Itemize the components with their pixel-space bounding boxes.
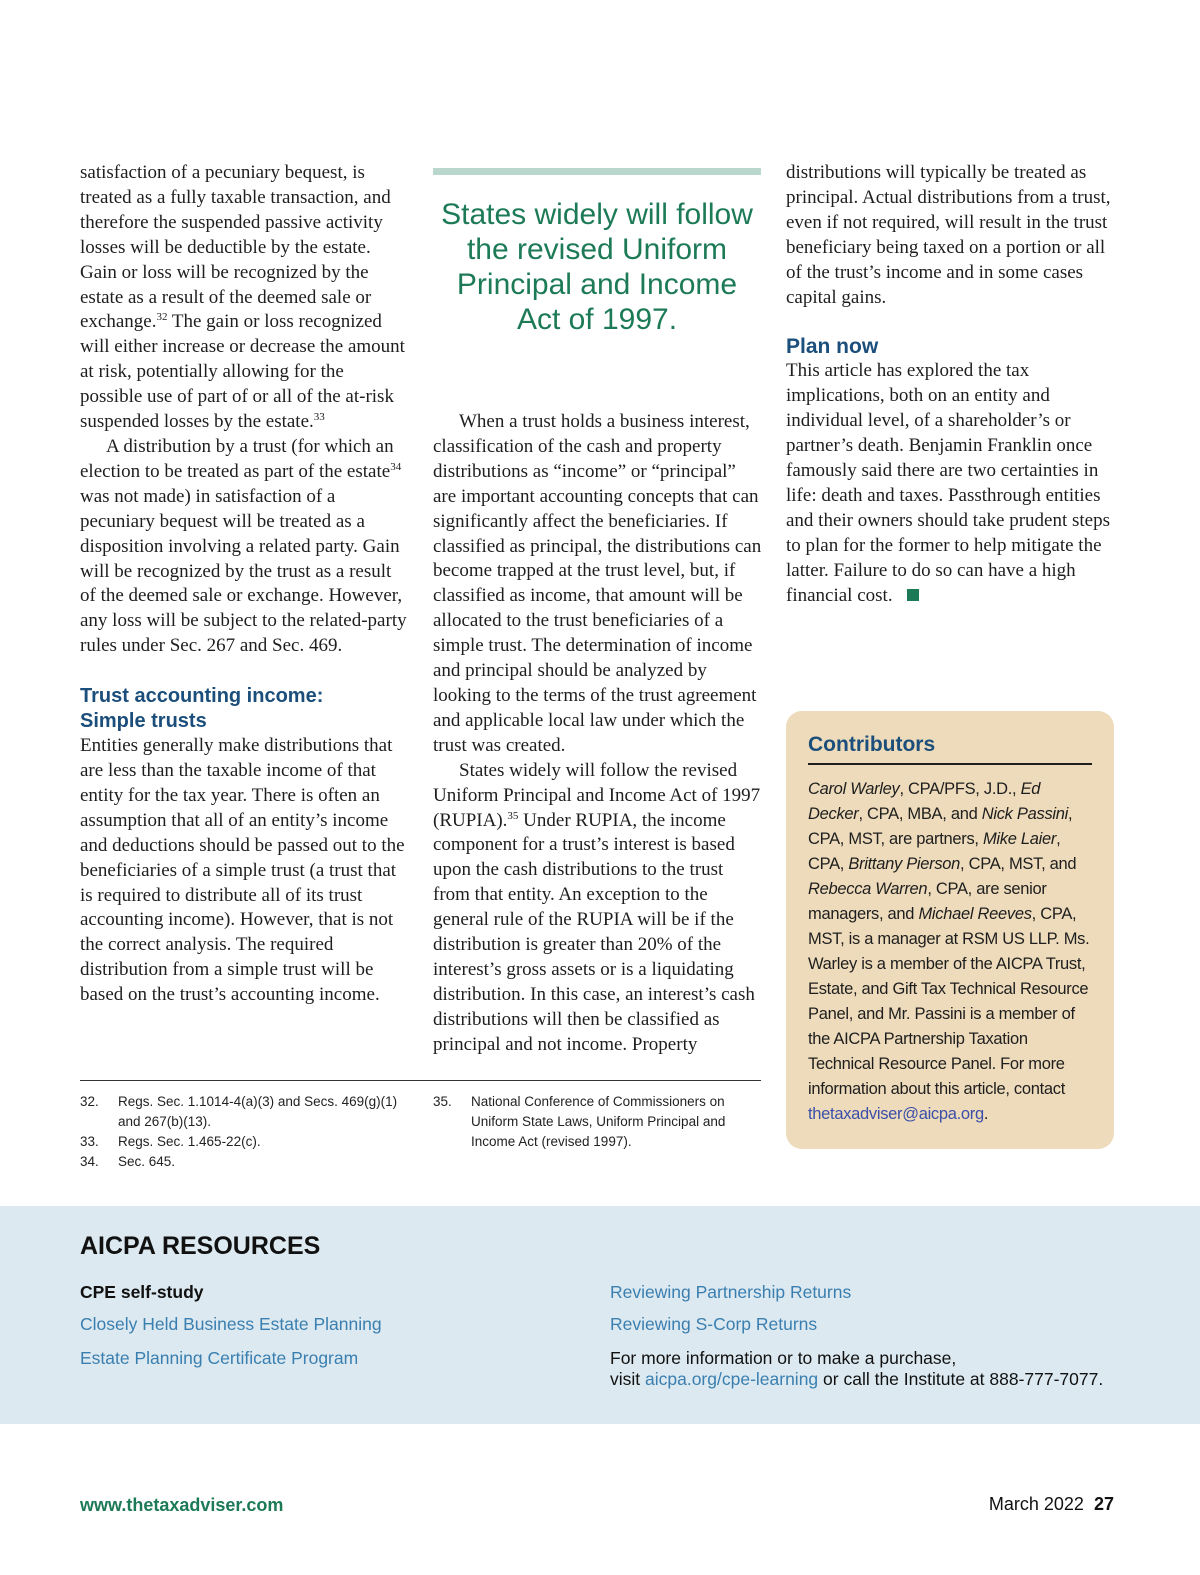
- footnote-32: 32. Regs. Sec. 1.1014-4(a)(3) and Secs. 469(g)(1) and 267(b)(13).: [80, 1094, 398, 1129]
- resources-title: AICPA RESOURCES: [80, 1232, 321, 1260]
- link-closely-held-business[interactable]: Closely Held Business Estate Planning: [80, 1314, 382, 1334]
- footnotes-left: [80, 1092, 410, 1172]
- footnote-ref-32[interactable]: 32: [156, 311, 168, 324]
- col2-paragraph-1: When a trust holds a business interest, classification of the cash and property distributions as “income” or “principal” are important accounting concepts that can significantly affect the beneficiaries. If classified as principal, the distributions can become trapped at the trust level, but, if classified as income, that amount will be allocated to the trust beneficiaries of a simple trust. The determination of income and principal should be analyzed by looking to the terms of the trust agreement and applicable local law under which the trust was created.: [433, 411, 762, 756]
- link-reviewing-s-corp-returns[interactable]: Reviewing S-Corp Returns: [610, 1314, 818, 1334]
- purchase-info: For more information or to make a purchase, visit aicpa.org/cpe-learning or call the Institute at 888-777-7077.: [610, 1348, 1104, 1389]
- contact-email-link[interactable]: thetaxadviser@aicpa.org: [808, 1105, 984, 1123]
- pull-quote: States widely will follow the revised Uniform Principal and Income Act of 1997.: [433, 168, 761, 337]
- col3-paragraph-1: distributions will typically be treated as principal. Actual distributions from a trust, even if not required, will result in the trust beneficiary being taxed on a portion or all of the trust’s income and in some cases capital gains.: [786, 162, 1111, 308]
- link-reviewing-partnership-returns[interactable]: Reviewing Partnership Returns: [610, 1282, 852, 1302]
- aicpa-resources-panel: [0, 1206, 1200, 1424]
- column-1: [80, 161, 410, 1008]
- footnote-35: 35. National Conference of Commissioners on Uniform State Laws, Uniform Principal and Income Act (revised 1997).: [433, 1094, 726, 1149]
- contributors-box: [786, 711, 1114, 1149]
- link-estate-planning-certificate[interactable]: Estate Planning Certificate Program: [80, 1348, 359, 1368]
- end-of-article-mark: [907, 589, 919, 601]
- page-number: 27: [1093, 1494, 1114, 1514]
- footnote-rule: [80, 1080, 761, 1081]
- section-heading-trust-accounting: Trust accounting income: Simple trusts: [80, 685, 324, 733]
- footer-date-page: March 2022 27: [988, 1494, 1114, 1514]
- column-3: [786, 161, 1116, 609]
- section-heading-plan-now: Plan now: [786, 335, 879, 359]
- footnote-ref-35[interactable]: 35: [507, 809, 519, 822]
- footnote-ref-34[interactable]: 34: [390, 460, 402, 473]
- footnote-ref-33[interactable]: 33: [313, 411, 325, 424]
- footer-website[interactable]: www.thetaxadviser.com: [80, 1495, 284, 1515]
- col1-paragraph-3: Entities generally make distributions that are less than the taxable income of that entity for the tax year. There is often an assumption that all of an entity’s income and deductions should be passed out to the beneficiaries of a simple trust (a trust that is required to distribute all of its trust accounting income). However, that is not the correct analysis. The required distribution from a simple trust will be based on the trust’s accounting income.: [80, 735, 405, 1006]
- col3-paragraph-2: This article has explored the tax implications, both on an entity and individual level, of a shareholder’s or partner’s death. Benjamin Franklin once famously said there are two certainties in life: death and taxes. Passthrough entities and their owners should take prudent steps to plan for the former to help mitigate the latter. Failure to do so can have a high financial cost.: [786, 360, 1110, 606]
- column-2: [433, 410, 763, 1058]
- footnotes-right: [433, 1092, 753, 1152]
- cpe-learning-link[interactable]: aicpa.org/cpe-learning: [645, 1369, 819, 1389]
- cpe-label: CPE self-study: [80, 1282, 204, 1302]
- col1-paragraph-1: satisfaction of a pecuniary bequest, is treated as a fully taxable transaction, and therefore the suspended passive activity losses will be deductible by the estate. Gain or loss will be recognized by the estate as a result of the deemed sale or exchange.$^{32}$ The gain or loss recognized will either increase or decrease the amount at risk, potentially allowing for the possible use of part of or all of the at-risk suspended losses by the estate.$^{33}$: [80, 162, 405, 433]
- col1-paragraph-2: A distribution by a trust (for which an election to be treated as part of the estate$^{34}$ was not made) in satisfaction of a pecuniary bequest will be treated as a disposition involving a related party. Gain will be recognized by the trust as a result of the deemed sale or exchange. However, any loss will be subject to the related-party rules under Sec. 267 and Sec. 469.: [80, 435, 407, 657]
- footnote-34: 34. Sec. 645.: [80, 1154, 176, 1169]
- footnote-33: 33. Regs. Sec. 1.465-22(c).: [80, 1134, 261, 1149]
- contributors-title: Contributors: [808, 733, 1092, 765]
- col2-paragraph-2: States widely will follow the revised Uniform Principal and Income Act of 1997 (RUPIA).$^{35}$ Under RUPIA, the income component for a trust’s interest is based upon the cash distributions to the trust from that entity. An exception to the general rule of the RUPIA will be if the distribution is greater than 20% of the interest’s gross assets or is a liquidating distribution. In this case, an interest’s cash distributions will then be classified as principal and not income. Property: [433, 759, 761, 1055]
- contributors-text: Carol Warley, CPA/PFS, J.D., Ed Decker, CPA, MBA, and Nick Passini, CPA, MST, are partners, Mike Laier, CPA, Brittany Pierson, CPA, MST, and Rebecca Warren, CPA, are senior managers, and Michael Reeves, CPA, MST, is a manager at RSM US LLP. Ms. Warley is a member of the AICPA Trust, Estate, and Gift Tax Technical Resource Panel, and Mr. Passini is a member of the AICPA Partnership Taxation Technical Resource Panel. For more information about this article, contact thetaxadviser@aicpa.org.: [808, 780, 1090, 1123]
